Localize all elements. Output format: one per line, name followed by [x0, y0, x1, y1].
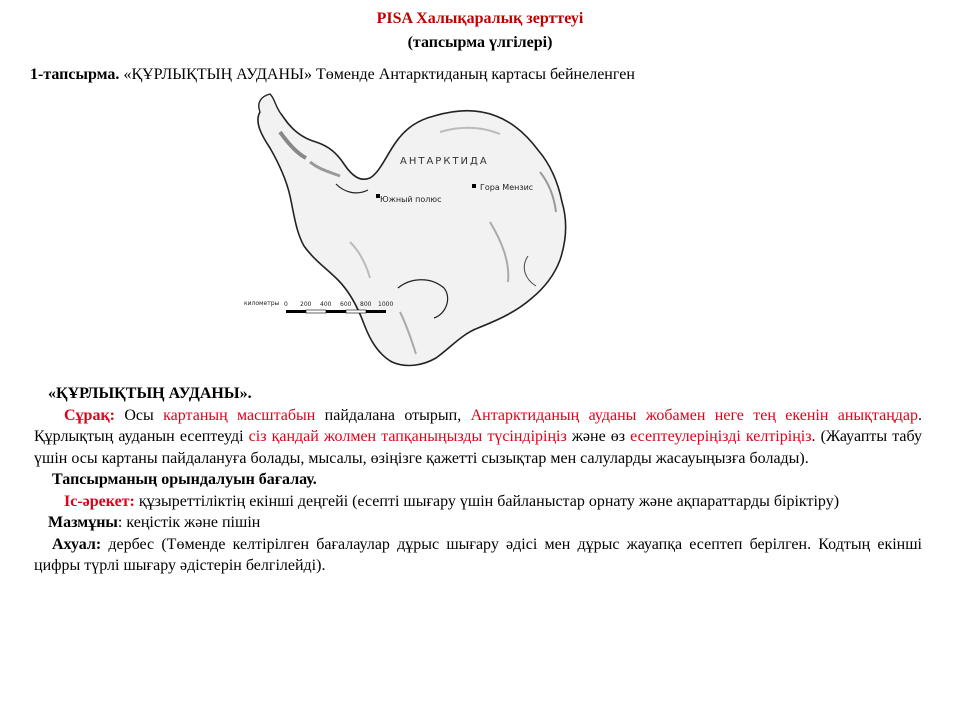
scale-tick-5: 1000 [378, 301, 394, 308]
scale-tick-3: 600 [340, 301, 352, 308]
situation-paragraph: Ахуал: дербес (Төменде келтірілген бағалаулар дұрыс шығару әдісі мен дұрыс жауапқа есептеп берілген. Кодтың екінші цифры түрлі шығару әдістерін белгілейді). [34, 535, 922, 574]
continent-outline [258, 109, 566, 366]
scale-tick-1: 200 [300, 301, 312, 308]
pole-label: Южный полюс [380, 195, 442, 204]
antarctica-map-drawing [240, 92, 590, 374]
content-label: Мазмұны [48, 514, 118, 531]
map-title: АНТАРКТИДА [400, 156, 489, 167]
scale-bar [286, 310, 386, 313]
section-heading: «ҚҰРЛЫҚТЫҢ АУДАНЫ». [48, 385, 252, 402]
scale-label: километры [244, 300, 280, 307]
evaluation-heading: Тапсырманың орындалуын бағалау. [52, 471, 317, 488]
content-paragraph: Мазмұны: кеңістік және пішін [48, 514, 261, 531]
scale-tick-4: 800 [360, 301, 372, 308]
task-text: «ҚҰРЛЫҚТЫҢ АУДАНЫ» Төменде Антарктиданың картасы бейнеленген [119, 66, 635, 83]
page-subtitle: (тапсырма үлгілері) [407, 34, 553, 51]
mountain-label: Гора Мензис [480, 183, 534, 192]
task-label: 1-тапсырма. [30, 66, 120, 83]
situation-label: Ахуал: [52, 535, 102, 553]
question-paragraph: Сұрақ: Осы картаның масштабын пайдалана отырып, Антарктиданың ауданы жобамен неге тең екенін анықтаңдар. Құрлықтың ауданын есептеуді сіз қандай жолмен тапқаныңызды түсіндіріңіз және өз есептеулеріңізді келтіріңіз. (Жауапты табу үшін осы картаны пайдалануға болады, мысалы, өзіңізге қажетті сызықтар мен салуларды жасауыңызға болады). [34, 406, 923, 467]
scale-tick-0: 0 [284, 301, 288, 308]
page-title: PISA Халықаралық зерттеуі [376, 10, 584, 27]
action-paragraph: Іс-әрекет: құзыреттіліктің екінші деңгейі (есепті шығару үшін байланыстар орнату және ақпараттарды біріктіру) [64, 492, 840, 510]
mountain-marker [472, 184, 476, 188]
pole-marker [376, 194, 380, 198]
task-description [34, 383, 922, 577]
action-label: Іс-әрекет: [64, 492, 135, 510]
antarctica-map [240, 92, 590, 374]
question-label: Сұрақ: [64, 406, 115, 424]
task-line [30, 66, 635, 84]
scale-tick-2: 400 [320, 301, 332, 308]
